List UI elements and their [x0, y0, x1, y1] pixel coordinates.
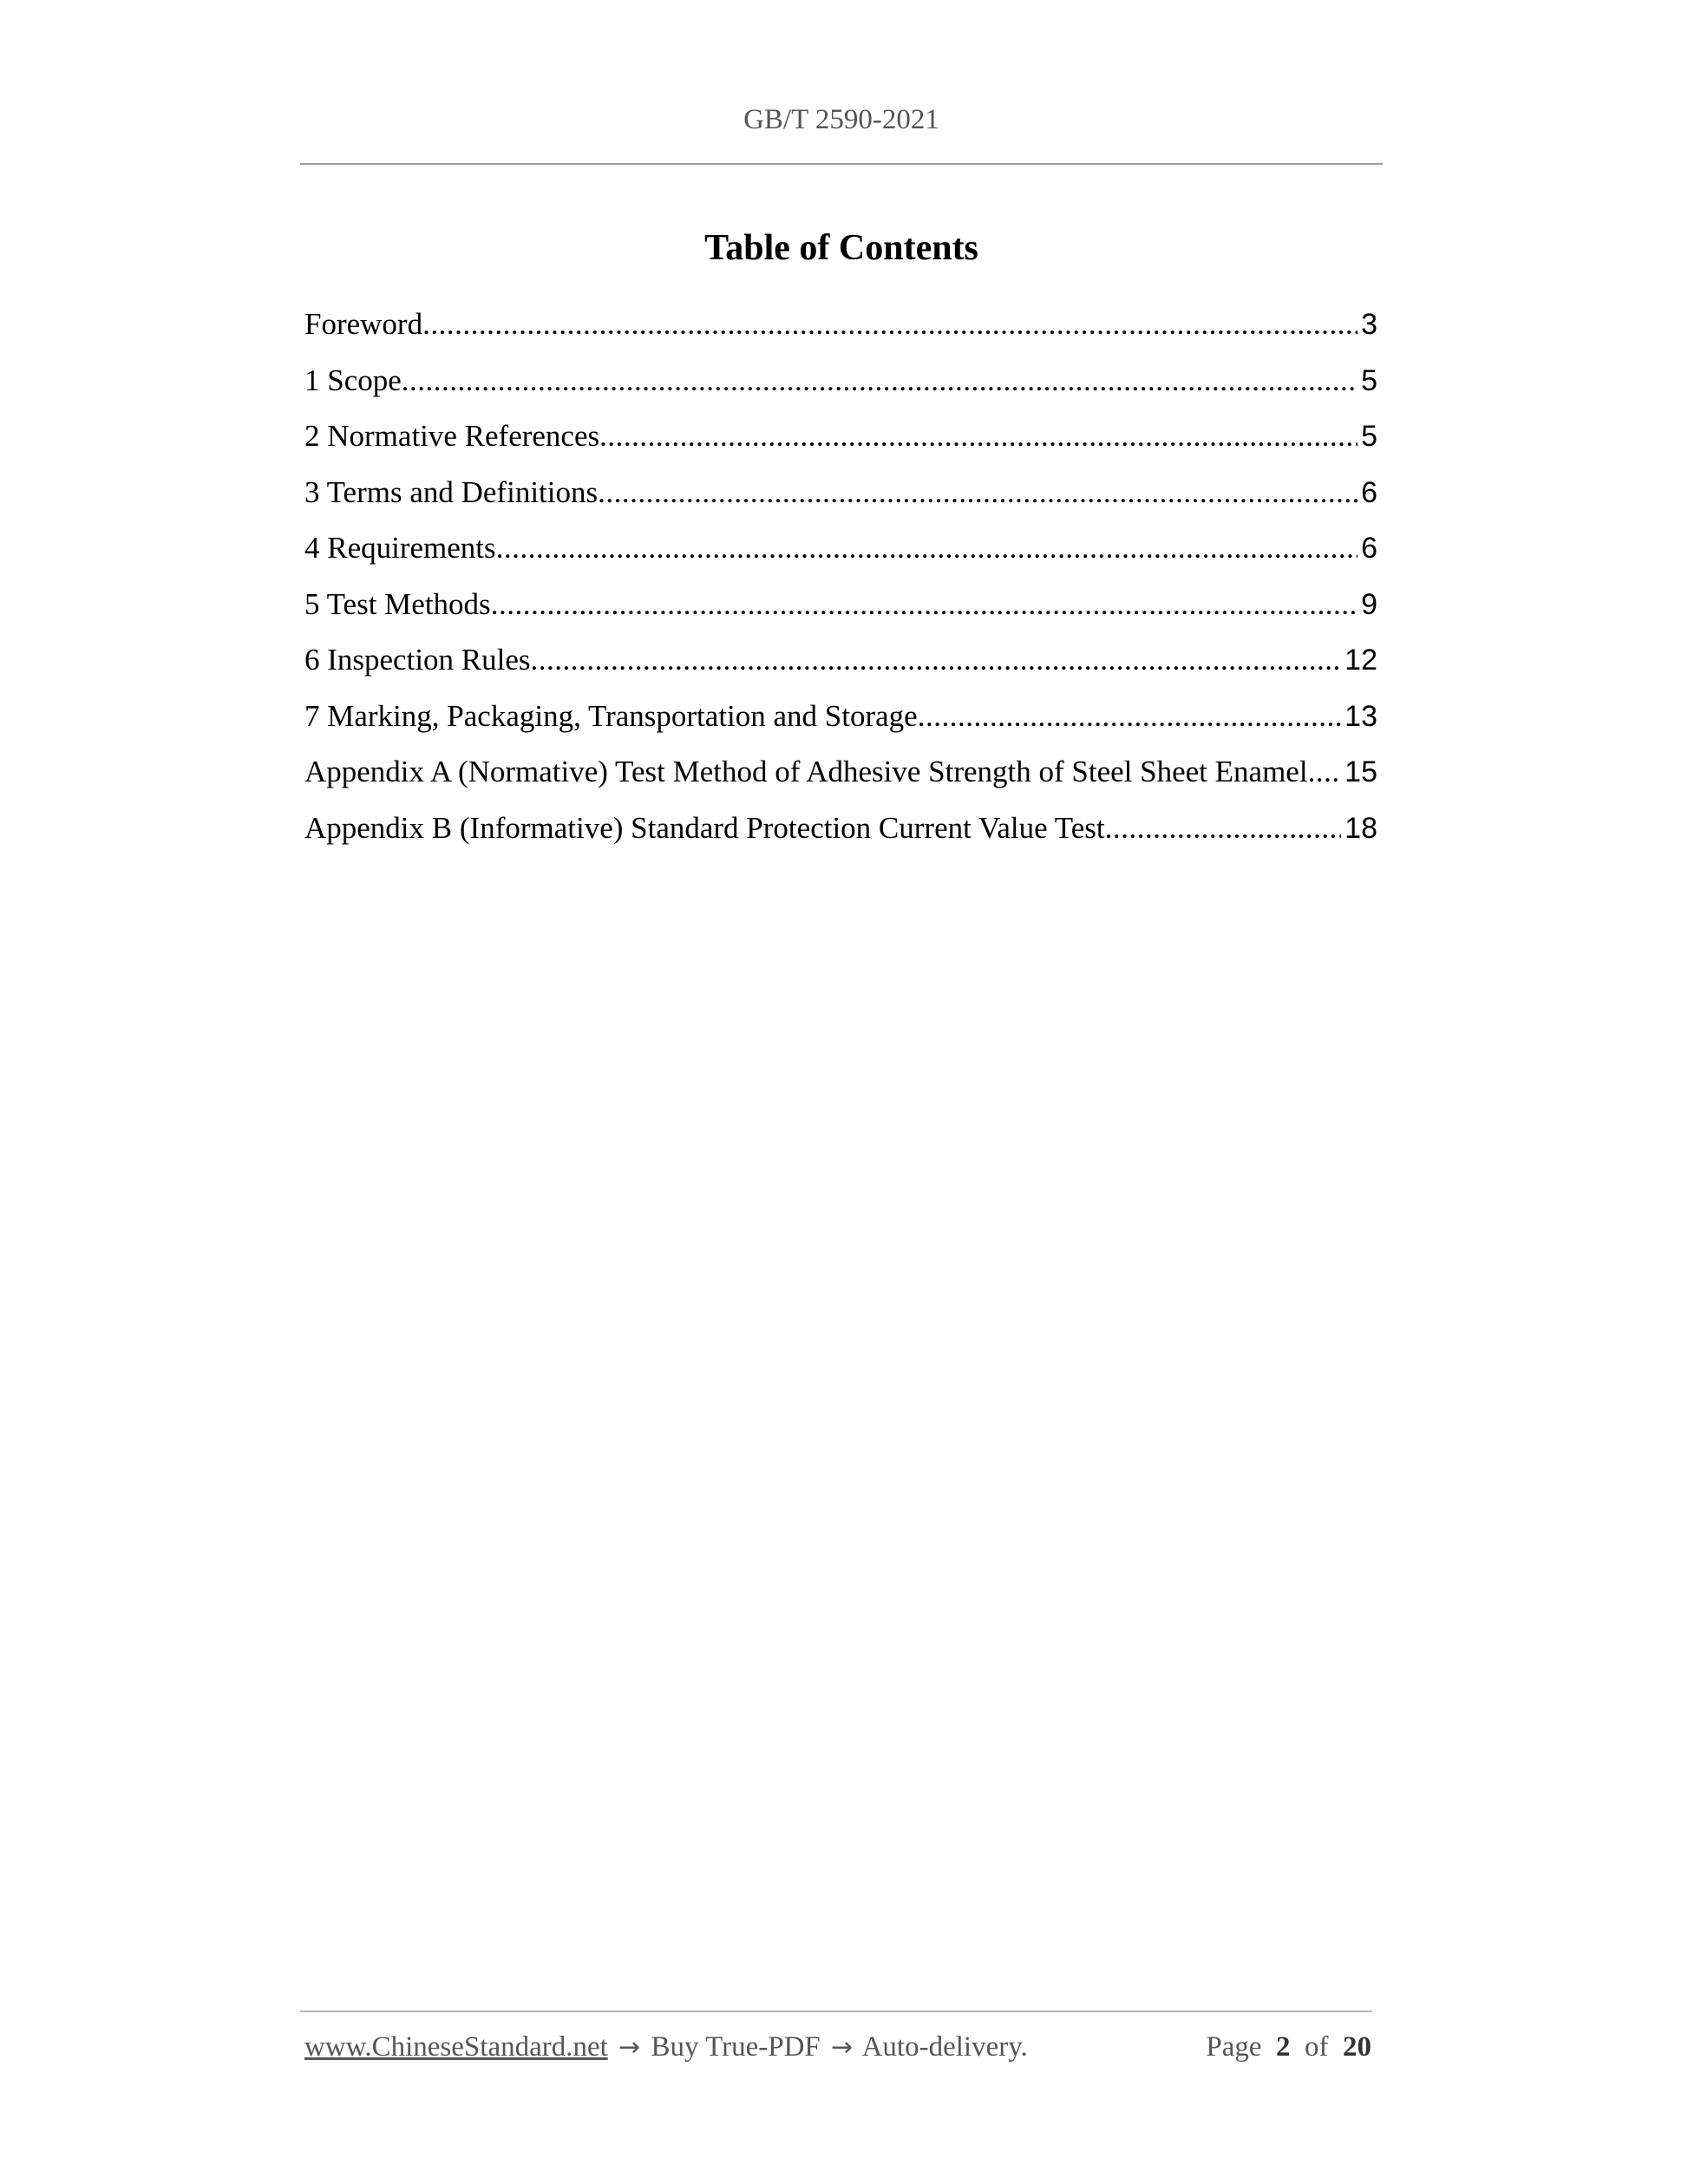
delivery-text: Auto-delivery.	[861, 2031, 1028, 2063]
page-footer	[304, 2031, 1371, 2063]
arrow-right-icon: →	[618, 2032, 641, 2063]
dot-leader	[599, 419, 1358, 454]
toc-entry-page: 6	[1361, 475, 1377, 509]
toc-entry-requirements[interactable]	[304, 531, 1377, 587]
total-pages-number: 20	[1343, 2031, 1371, 2063]
toc-entry-page: 5	[1361, 363, 1377, 397]
toc-entry-label: Appendix B (Informative) Standard Protection Current Value Test	[304, 810, 1105, 845]
toc-entry-test-methods[interactable]	[304, 587, 1377, 644]
toc-entry-page: 15	[1345, 755, 1377, 788]
dot-leader	[1308, 755, 1342, 789]
document-code-header: GB/T 2590-2021	[743, 104, 939, 135]
current-page-number: 2	[1276, 2031, 1291, 2063]
toc-entry-label: 6 Inspection Rules	[304, 643, 531, 677]
page-indicator	[1206, 2031, 1371, 2063]
site-link[interactable]: www.ChineseStandard.net	[304, 2031, 608, 2063]
buy-text: Buy True-PDF	[651, 2031, 821, 2063]
dot-leader	[496, 531, 1358, 566]
toc-entry-page: 3	[1361, 308, 1377, 341]
dot-leader	[1105, 811, 1342, 846]
toc-title: Table of Contents	[704, 228, 978, 268]
dot-leader	[598, 475, 1358, 510]
toc-entry-label: 1 Scope	[304, 363, 402, 397]
toc-entry-appendix-a[interactable]	[304, 755, 1377, 811]
dot-leader	[491, 587, 1358, 622]
footer-promo	[304, 2031, 1028, 2063]
table-of-contents	[304, 307, 1377, 866]
toc-entry-page: 13	[1345, 699, 1377, 733]
toc-entry-label: 2 Normative References	[304, 419, 600, 453]
toc-entry-label: 7 Marking, Packaging, Transportation and Storage	[304, 698, 918, 733]
dot-leader	[422, 307, 1358, 342]
toc-entry-normative-references[interactable]	[304, 419, 1377, 475]
toc-entry-scope[interactable]	[304, 363, 1377, 420]
toc-entry-label: 5 Test Methods	[304, 586, 491, 621]
toc-entry-label: Foreword	[304, 307, 423, 341]
toc-entry-page: 18	[1345, 811, 1377, 845]
toc-entry-label: 3 Terms and Definitions	[304, 474, 599, 509]
toc-entry-appendix-b[interactable]	[304, 811, 1377, 867]
of-word: of	[1305, 2031, 1329, 2063]
toc-entry-label: Appendix A (Normative) Test Method of Adhesive Strength of Steel Sheet Enamel	[304, 755, 1308, 788]
toc-entry-marking-packaging[interactable]	[304, 699, 1377, 755]
toc-entry-foreword[interactable]	[304, 307, 1377, 363]
toc-entry-label: 4 Requirements	[304, 531, 496, 565]
footer-divider	[300, 2011, 1372, 2012]
toc-entry-page: 12	[1345, 644, 1377, 677]
toc-entry-page: 6	[1361, 532, 1377, 565]
toc-entry-inspection-rules[interactable]	[304, 643, 1377, 699]
toc-entry-terms-and-definitions[interactable]	[304, 475, 1377, 532]
header-divider	[300, 163, 1383, 165]
dot-leader	[531, 643, 1342, 677]
dot-leader	[402, 363, 1358, 398]
toc-entry-page: 5	[1361, 420, 1377, 453]
toc-entry-page: 9	[1361, 587, 1377, 621]
page-word: Page	[1206, 2031, 1262, 2063]
dot-leader	[918, 699, 1341, 734]
arrow-right-icon: →	[831, 2032, 854, 2063]
